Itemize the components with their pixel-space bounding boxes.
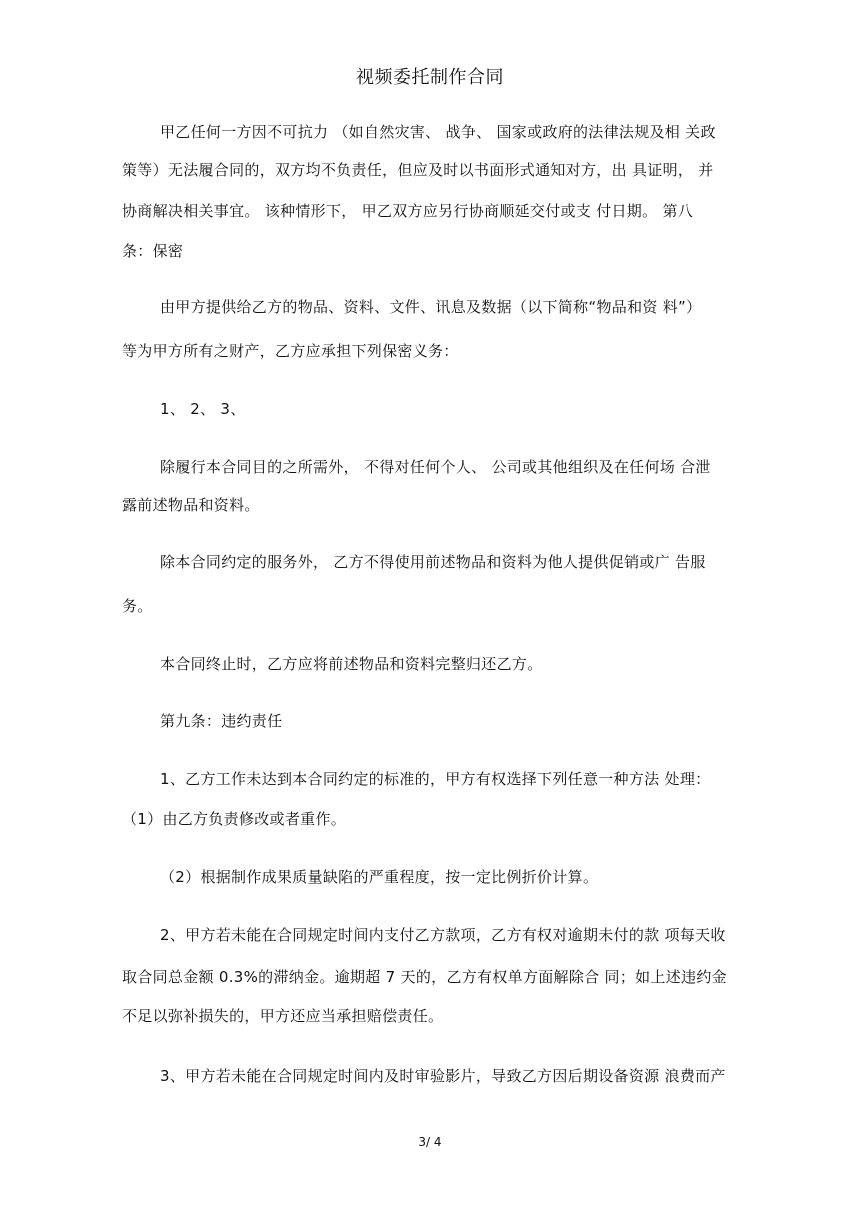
paragraph-line: 不足以弥补损失的，甲方还应当承担赔偿责任。: [122, 1007, 444, 1025]
paragraph-line: 2、甲方若未能在合同规定时间内支付乙方款项，乙方有权对逾期未付的款 项每天收: [160, 926, 726, 944]
paragraph-line: 务。: [122, 597, 153, 615]
paragraph-line: 条：保密: [122, 242, 184, 260]
paragraph-line: 协商解决相关事宜。 该种情形下， 甲乙双方应另行协商顺延交付或支 付日期。 第八: [122, 202, 694, 220]
section-heading: 第九条：违约责任: [160, 712, 283, 730]
document-title: 视频委托制作合同: [356, 67, 504, 88]
paragraph-line: 除履行本合同目的之所需外， 不得对任何个人、 公司或其他组织及在任何场 合泄: [160, 458, 711, 476]
paragraph-line: 1、乙方工作未达到本合同约定的标准的，甲方有权选择下列任意一种方法 处理：: [160, 770, 711, 788]
paragraph-line: 取合同总金额 0.3%的滞纳金。逾期超 7 天的，乙方有权单方面解除合 同；如上述违约金: [122, 968, 727, 986]
paragraph-line: 除本合同约定的服务外， 乙方不得使用前述物品和资料为他人提供促销或广 告服: [160, 553, 706, 571]
paragraph-line: 3、甲方若未能在合同规定时间内及时审验影片，导致乙方因后期设备资源 浪费而产: [160, 1067, 726, 1085]
paragraph-line: 露前述物品和资料。: [122, 496, 260, 514]
paragraph-line: 由甲方提供给乙方的物品、资料、文件、讯息及数据（以下简称“物品和资 料”）: [160, 298, 702, 316]
paragraph-line: 策等）无法履合同的，双方均不负责任，但应及时以书面形式通知对方，出 具证明， 并: [122, 161, 714, 179]
paragraph-line: （2）根据制作成果质量缺陷的严重程度，按一定比例折价计算。: [160, 868, 599, 886]
paragraph-line: 等为甲方所有之财产，乙方应承担下列保密义务：: [122, 342, 459, 360]
paragraph-line: 甲乙任何一方因不可抗力 （如自然灾害、 战争、 国家或政府的法律法规及相 关政: [160, 123, 716, 141]
page-number: 3/ 4: [418, 1135, 442, 1149]
paragraph-line: （1）由乙方负责修改或者重作。: [122, 810, 347, 828]
numbered-items: 1、 2、 3、: [160, 400, 246, 418]
paragraph-line: 本合同终止时，乙方应将前述物品和资料完整归还乙方。: [160, 655, 543, 673]
